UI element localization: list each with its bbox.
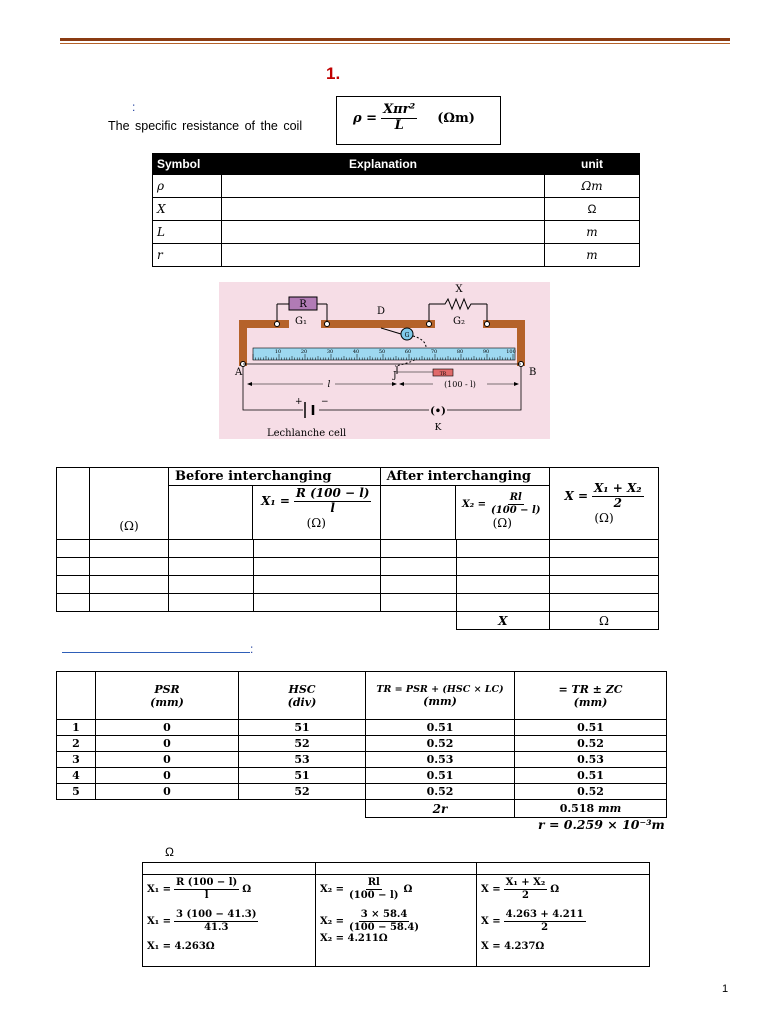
symbol-table <box>152 153 640 267</box>
scale-label: 20 <box>300 349 308 355</box>
label-x: X <box>455 284 463 295</box>
formula-unit: (Ωm) <box>437 110 475 126</box>
x2-denominator: (100 − l) <box>491 504 541 516</box>
tr-unit: (mm) <box>423 694 457 708</box>
ctr-unit: (mm) <box>573 695 608 709</box>
minus-sign: − <box>321 397 329 407</box>
hsc-header: HSC <box>288 682 316 696</box>
table-row <box>57 576 659 594</box>
copper-strip-right <box>517 320 525 366</box>
scale-label: 70 <box>430 349 438 355</box>
scale-label: 90 <box>482 349 490 355</box>
x-unit: (Ω) <box>594 510 614 525</box>
explanation-cell <box>222 198 545 221</box>
unknown-resistance <box>429 299 487 309</box>
table-row: 4 0 51 0.51 0.51 <box>57 768 667 784</box>
before-cell <box>169 468 381 540</box>
psr-header: PSR <box>154 682 180 696</box>
x-lhs: X = <box>564 489 588 504</box>
x-result: X = 4.237Ω <box>481 941 545 952</box>
screw-colon: : <box>250 642 254 656</box>
scale-label: 40 <box>352 349 360 355</box>
scale-label: 50 <box>378 349 386 355</box>
scale-label: 100 <box>506 349 516 355</box>
explanation-cell <box>222 175 545 198</box>
after-header: After interchanging <box>381 468 549 486</box>
label-k: K <box>434 423 442 433</box>
table-row <box>57 540 659 558</box>
symbol-header: Symbol <box>153 154 222 175</box>
x-result-unit: Ω <box>550 612 659 630</box>
symbol-cell: X <box>153 198 222 221</box>
galvanometer-label: G <box>404 332 410 339</box>
table-row: 5 0 52 0.52 0.52 <box>57 784 667 800</box>
two-r-unit: mm <box>598 802 622 815</box>
table-row <box>153 175 640 198</box>
x-result-label: X <box>456 612 549 630</box>
tr-label: TR <box>439 372 447 377</box>
label-a: A <box>235 367 243 378</box>
explanation-cell <box>222 244 545 267</box>
screw-gauge-link <box>62 652 250 653</box>
scale-label: 80 <box>456 349 464 355</box>
label-g2: G₂ <box>453 316 465 327</box>
x-mean-cell <box>550 468 659 540</box>
plus-sign: + <box>295 397 303 407</box>
metre-bridge-circuit <box>219 282 550 439</box>
x2-calc-cell: X₂ = $\frac{Rl}{(100 - l)}$ Ω X₂ = $\frac{3 \times 58.4}{(100 - 58.4)}$ X₂ = 4.211Ω <box>316 875 477 967</box>
hsc-unit: (div) <box>287 695 317 709</box>
intro-colon: : <box>132 100 136 114</box>
x1-denominator: l <box>330 500 335 515</box>
explanation-cell <box>222 221 545 244</box>
x2-lhs: X₂ = <box>462 498 487 510</box>
label-r: R <box>299 299 307 310</box>
tr-header: TR = PSR + (HSC × LC) <box>376 683 504 695</box>
copper-strip-top-left <box>239 320 289 328</box>
x1-result: X₁ = 4.263Ω <box>147 941 215 952</box>
symbol-cell: ρ <box>153 175 222 198</box>
formula-box <box>336 96 501 145</box>
label-d: D <box>376 306 386 317</box>
plug-key: (•) <box>430 406 446 417</box>
before-header: Before interchanging <box>169 468 380 486</box>
label-j: J <box>393 371 397 381</box>
table-row <box>153 198 640 221</box>
calculation-table <box>142 862 650 967</box>
x2-unit: (Ω) <box>492 516 512 530</box>
unit-cell: Ωm <box>545 175 640 198</box>
symbol-cell: L <box>153 221 222 244</box>
scale-label: 60 <box>404 349 412 355</box>
scale-label: 30 <box>326 349 334 355</box>
label-g1: G₁ <box>295 316 307 327</box>
table-row <box>57 558 659 576</box>
page-number: 1 <box>722 983 729 995</box>
r-unit-cell: (Ω) <box>90 468 169 540</box>
after-cell <box>380 468 549 540</box>
x-result-row <box>57 612 659 630</box>
table-row: 2 0 52 0.52 0.52 <box>57 736 667 752</box>
unit-cell: m <box>545 221 640 244</box>
x-calc-cell: X = $\frac{\text{X₁ + X₂}}{2}$ Ω X = $\frac{4.263 + 4.211}{2}$ X = 4.237Ω <box>477 875 650 967</box>
x1-unit: (Ω) <box>306 515 326 530</box>
cell-label: Lechlanche cell <box>267 428 347 439</box>
section-heading: 1. <box>326 64 341 83</box>
ctr-header: = TR ± ZC <box>558 682 623 696</box>
x-denominator: 2 <box>613 495 622 510</box>
symbol-cell: r <box>153 244 222 267</box>
x1-calc-cell: X₁ = $\frac{R (100 - l)}{l}$ Ω X₁ = $\frac{3 (100 - 41.3)}{41.3}$ X₁ = 4.263Ω <box>143 875 316 967</box>
table-row <box>153 244 640 267</box>
radius-result: r = 0.259 × 10⁻³m <box>538 817 665 832</box>
formula-denominator: L <box>394 117 404 133</box>
x1-lhs: X₁ = <box>261 494 290 509</box>
table-row: 1 0 51 0.51 0.51 <box>57 720 667 736</box>
bridge-table <box>56 467 659 630</box>
unit-header: unit <box>545 154 640 175</box>
label-b: B <box>529 367 537 378</box>
x1-numerator: R (100 − l) <box>295 486 370 500</box>
table-row <box>57 594 659 612</box>
screw-gauge-table <box>56 671 667 818</box>
table-row: 3 0 53 0.53 0.53 <box>57 752 667 768</box>
table-row <box>153 221 640 244</box>
x2-numerator: Rl <box>509 492 522 503</box>
x2-result: X₂ = 4.211Ω <box>320 933 388 944</box>
formula-numerator: Xπr² <box>383 102 416 117</box>
two-r-label: 2r <box>366 800 515 818</box>
formula-lhs: ρ = <box>353 110 378 126</box>
unit-cell: m <box>545 244 640 267</box>
two-r-row <box>57 800 667 818</box>
intro-text: The specific resistance of the coil <box>108 119 303 133</box>
top-rule-thin <box>60 43 730 44</box>
calc-omega: Ω <box>165 845 174 859</box>
explanation-header: Explanation <box>222 154 545 175</box>
copper-strip-middle <box>321 320 435 328</box>
scale-label: 10 <box>274 349 282 355</box>
top-rule <box>60 38 730 41</box>
label-l: l <box>327 380 331 390</box>
unit-cell: Ω <box>545 198 640 221</box>
psr-unit: (mm) <box>150 695 184 709</box>
x-numerator: X₁ + X₂ <box>594 481 642 495</box>
label-100-minus-l: (100 - l) <box>444 380 476 389</box>
two-r-value: 0.518 <box>559 802 595 815</box>
